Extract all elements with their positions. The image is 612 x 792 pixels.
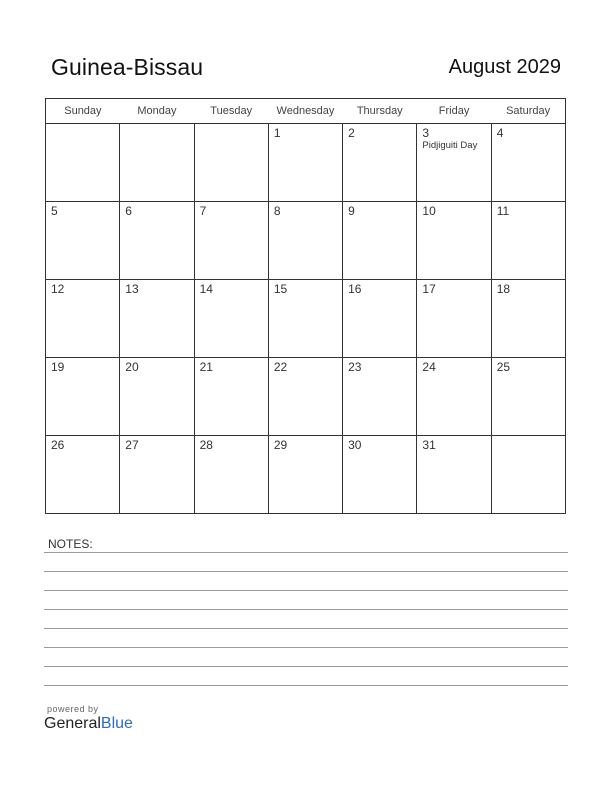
day-number: 24 <box>422 360 436 374</box>
day-number: 4 <box>496 126 504 140</box>
day-number: 27 <box>125 438 139 452</box>
calendar-week-row <box>46 280 566 358</box>
note-line <box>44 609 568 610</box>
calendar-day-cell <box>268 280 342 358</box>
footer-logo <box>44 704 133 733</box>
calendar-day-cell <box>120 358 194 436</box>
calendar-day-cell <box>417 358 491 436</box>
calendar-body <box>46 124 566 514</box>
day-number: 30 <box>348 438 362 452</box>
calendar-day-cell <box>194 280 268 358</box>
day-number: 23 <box>348 360 362 374</box>
month-year-title: August 2029 <box>448 56 561 78</box>
note-line <box>44 628 568 629</box>
note-line <box>44 590 568 591</box>
day-number: 5 <box>51 204 58 218</box>
weekday-thursday: Thursday <box>343 99 417 124</box>
calendar-day-cell <box>194 202 268 280</box>
weekday-tuesday: Tuesday <box>194 99 268 124</box>
powered-by-text: powered by <box>47 704 99 714</box>
calendar-day-cell <box>120 280 194 358</box>
day-number: 8 <box>273 204 281 218</box>
calendar-day-cell <box>194 358 268 436</box>
day-number: 1 <box>273 126 281 140</box>
note-line <box>44 666 568 667</box>
calendar-day-cell <box>417 436 491 514</box>
calendar-day-cell <box>120 202 194 280</box>
day-number: 28 <box>199 438 213 452</box>
day-number: 26 <box>51 438 65 452</box>
weekday-wednesday: Wednesday <box>268 99 342 124</box>
weekday-monday: Monday <box>120 99 194 124</box>
day-number: 6 <box>125 204 132 218</box>
weekday-friday: Friday <box>417 99 491 124</box>
calendar-day-cell <box>417 280 491 358</box>
note-line <box>44 685 568 686</box>
day-number: 16 <box>348 282 362 296</box>
calendar-day-cell <box>417 202 491 280</box>
weekday-saturday: Saturday <box>491 99 565 124</box>
day-number: 21 <box>199 360 213 374</box>
day-number: 29 <box>273 438 288 452</box>
calendar-day-cell <box>194 436 268 514</box>
day-number: 13 <box>125 282 139 296</box>
calendar-day-cell <box>343 202 417 280</box>
calendar-day-cell <box>46 436 120 514</box>
calendar-week-row <box>46 124 566 202</box>
calendar-day-cell <box>46 124 120 202</box>
day-number: 2 <box>348 126 355 140</box>
day-number: 22 <box>273 360 288 374</box>
calendar-day-cell <box>120 124 194 202</box>
calendar-day-cell <box>268 202 342 280</box>
calendar-day-cell <box>491 202 565 280</box>
calendar-day-cell <box>491 280 565 358</box>
calendar-day-cell <box>491 124 565 202</box>
day-number: 17 <box>422 282 436 296</box>
brand-name <box>44 715 133 733</box>
calendar-day-cell <box>343 124 417 202</box>
calendar-day-cell <box>491 358 565 436</box>
day-number: 7 <box>199 204 207 218</box>
calendar-day-cell <box>46 358 120 436</box>
day-number: 20 <box>125 360 139 374</box>
calendar-day-cell <box>268 358 342 436</box>
day-number: 3 <box>422 126 430 140</box>
day-number: 25 <box>496 360 511 374</box>
brand-general: General <box>44 715 101 732</box>
calendar-week-row <box>46 436 566 514</box>
brand-blue: Blue <box>100 715 133 732</box>
day-number: 14 <box>199 282 213 296</box>
day-number: 15 <box>273 282 288 296</box>
day-number: 31 <box>422 438 436 452</box>
calendar-grid <box>45 98 566 514</box>
calendar-day-cell <box>343 436 417 514</box>
calendar-day-cell <box>46 280 120 358</box>
day-number: 9 <box>348 204 355 218</box>
calendar-day-cell <box>120 436 194 514</box>
note-line <box>44 552 568 553</box>
calendar-day-cell <box>268 124 342 202</box>
calendar-day-cell <box>417 124 491 202</box>
day-number: 10 <box>422 204 436 218</box>
calendar-week-row <box>46 358 566 436</box>
notes-label: NOTES: <box>48 537 93 551</box>
note-line <box>44 647 568 648</box>
day-number: 12 <box>51 282 65 296</box>
weekday-sunday: Sunday <box>46 99 120 124</box>
calendar-day-cell <box>491 436 565 514</box>
calendar-day-cell <box>343 280 417 358</box>
calendar-day-cell <box>268 436 342 514</box>
calendar-day-cell <box>46 202 120 280</box>
day-number: 18 <box>496 282 511 296</box>
day-number: 19 <box>51 360 65 374</box>
weekday-header-row <box>46 99 566 124</box>
country-title: Guinea-Bissau <box>51 54 204 80</box>
calendar-day-cell <box>343 358 417 436</box>
day-number: 11 <box>496 204 510 218</box>
holiday-label: Pidjiguiti Day <box>422 140 478 151</box>
calendar-week-row <box>46 202 566 280</box>
calendar-day-cell <box>194 124 268 202</box>
note-line <box>44 571 568 572</box>
